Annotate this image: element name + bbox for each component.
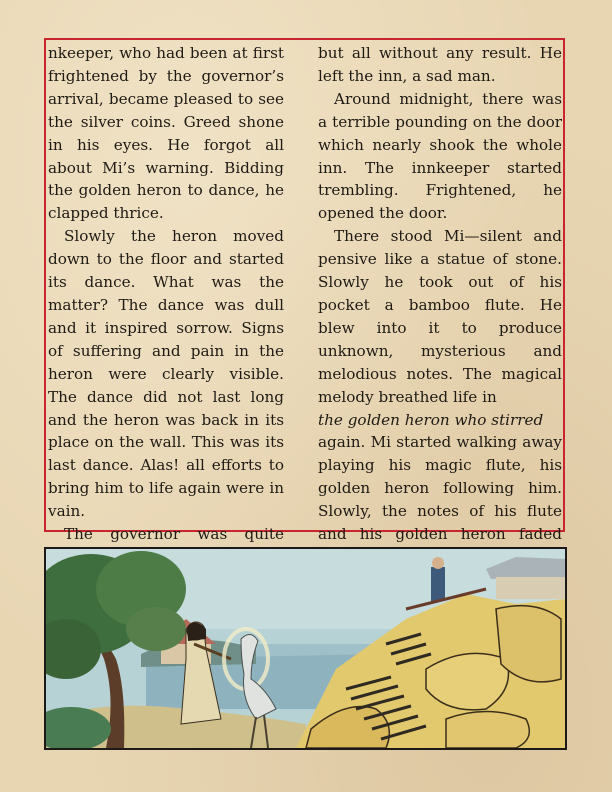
illustration-art bbox=[46, 549, 565, 748]
paragraph: but all without any result. He left the inn, a sad man. bbox=[318, 44, 562, 85]
story-illustration bbox=[44, 547, 567, 750]
paragraph: The governor was quite bbox=[64, 525, 284, 544]
paragraph: Slowly the heron moved down to the floor and started its dance. What was the matter? The dance was dull and it inspired sorrow. Signs of suffering and pain in the heron were clearly visible. The dance did not last long and the heron was back in its place on the wall. This was its last dance. Alas! all efforts to bring him to life again were in vain. bbox=[48, 227, 284, 521]
paragraph: nkeeper, who had been at first frightened by the governor’s arrival, became pleased to see the silver coins. Greed shone in his eyes. He forgot all about Mi’s warning. Bidding the golden heron to dance, he clapped thrice. bbox=[48, 44, 284, 223]
paragraph-italic: the golden heron who stirred bbox=[318, 410, 544, 429]
paragraph: again. Mi started walking away playing his magic flute, his golden heron following him. Slowly, the notes of his flute and his golden heron faded bbox=[318, 433, 562, 544]
paragraph: Around midnight, there was a terrible pounding on the door which nearly shook the whole inn. The innkeeper started trembling. Frightened, he opened the door. bbox=[318, 89, 562, 223]
paragraph: There stood Mi—silent and pensive like a statue of stone. Slowly he took out of his pocket a bamboo flute. He blew into it to produce unknown, mysterious and melodious notes. The magical melody breathed life in bbox=[318, 227, 562, 406]
